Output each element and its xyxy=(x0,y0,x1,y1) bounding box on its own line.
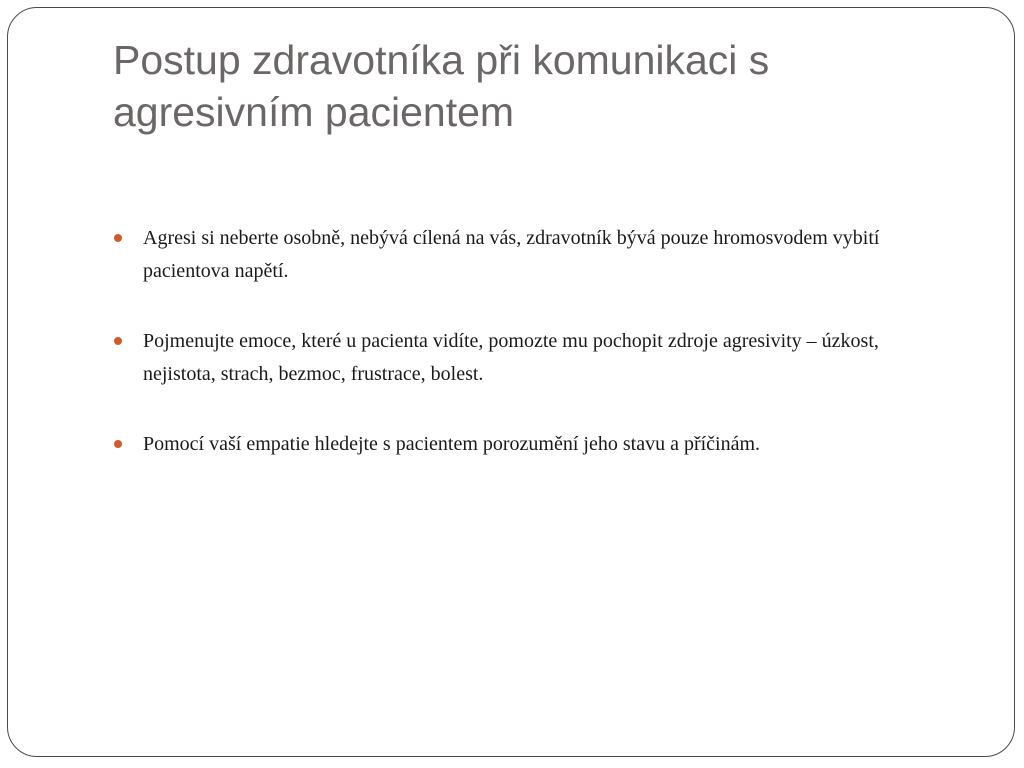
bullet-dot-icon xyxy=(114,234,122,242)
bullet-dot-icon xyxy=(114,337,122,345)
bullet-text-2: Pojmenujte emoce, které u pacienta vidíte, pomozte mu pochopit zdroje agresivity – úzkost, nejistota, strach, bezmoc, frustrace, bolest. xyxy=(143,330,879,385)
bullet-text-3: Pomocí vaší empatie hledejte s pacientem porozumění jeho stavu a příčinám. xyxy=(143,433,761,455)
bullet-item-3 xyxy=(113,428,933,461)
bullet-item-1 xyxy=(113,222,933,288)
bullet-text-1: Agresi si neberte osobně, nebývá cílená na vás, zdravotník bývá pouze hromosvodem vybití pacientova napětí. xyxy=(143,227,880,282)
bullet-item-2 xyxy=(113,325,933,391)
slide-title: Postup zdravotníka při komunikaci s agresivním pacientem xyxy=(113,37,770,135)
bullet-dot-icon xyxy=(114,440,122,448)
bullet-list xyxy=(113,222,933,498)
